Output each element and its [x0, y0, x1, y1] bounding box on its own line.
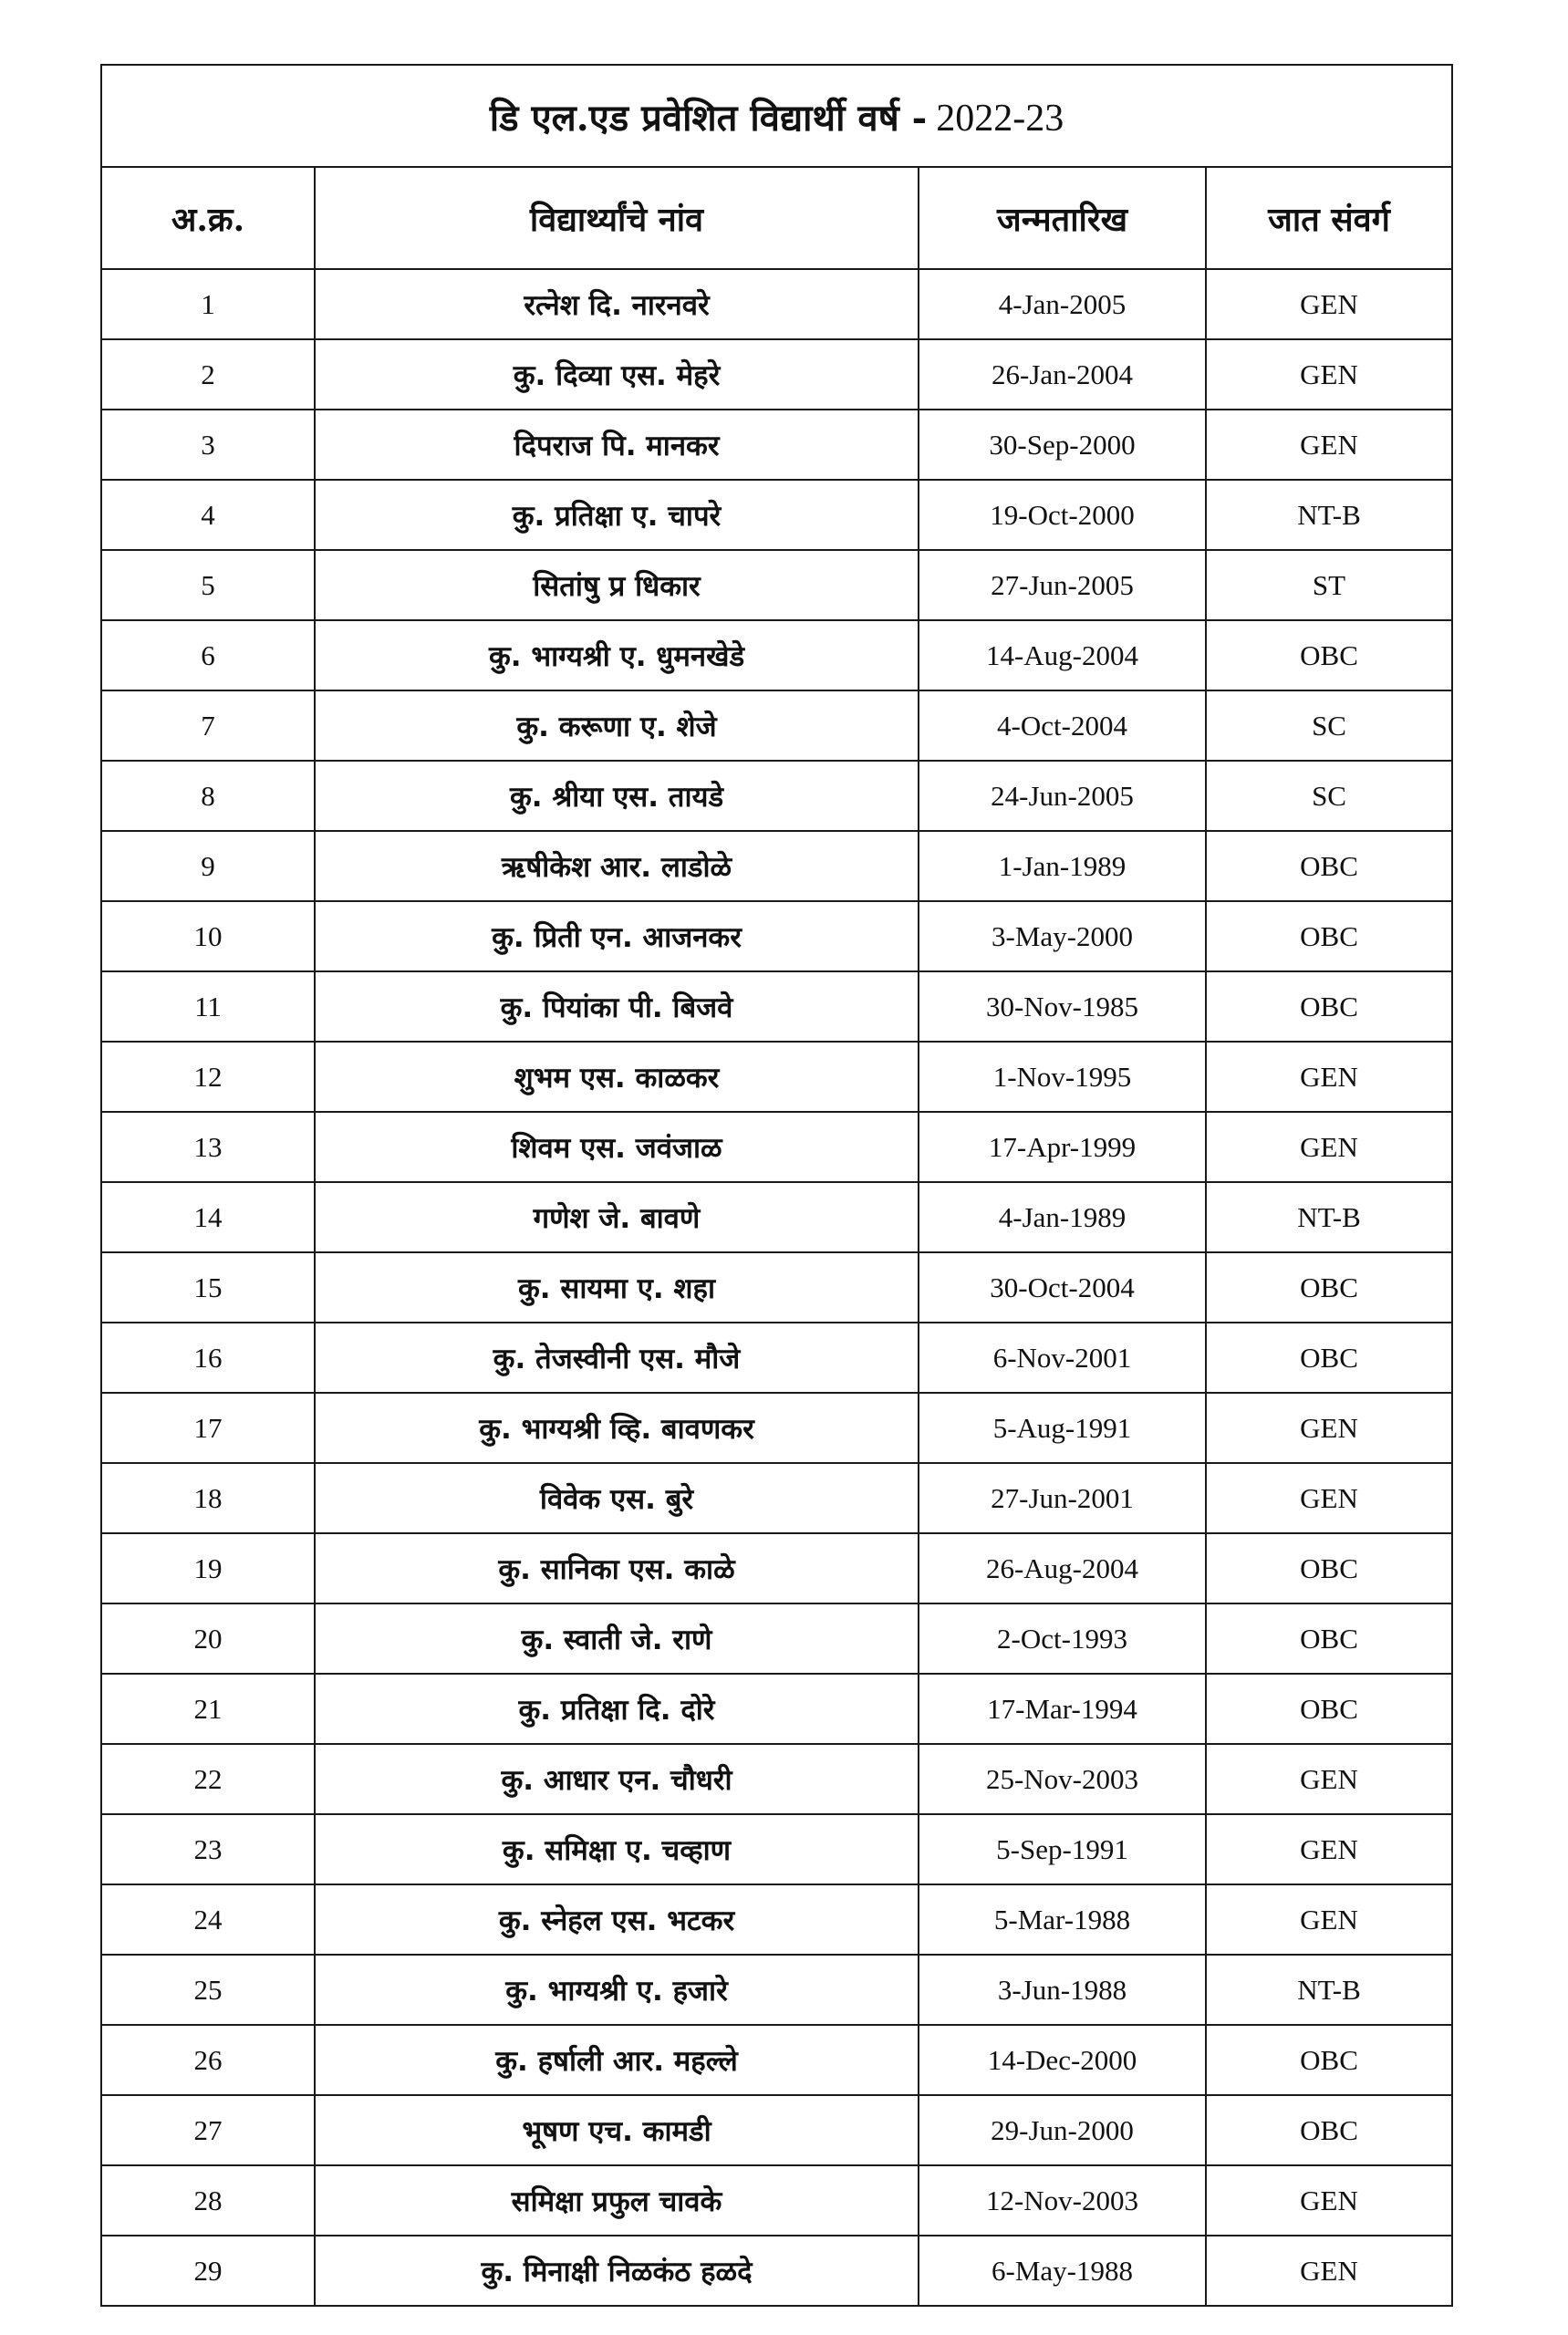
serial-cell: 17: [101, 1393, 315, 1463]
birth-date-cell: 3-May-2000: [919, 901, 1206, 971]
birth-date-cell: 6-Nov-2001: [919, 1323, 1206, 1393]
table-row: [101, 2236, 1452, 2306]
category-cell: GEN: [1206, 2165, 1452, 2236]
student-name-cell: कु. मिनाक्षी निळकंठ हळदे: [315, 2236, 919, 2306]
table-row: [101, 1955, 1452, 2025]
birth-date-cell: 6-May-1988: [919, 2236, 1206, 2306]
serial-cell: 8: [101, 761, 315, 831]
student-name-cell: कु. प्रिती एन. आजनकर: [315, 901, 919, 971]
birth-date-cell: 4-Jan-2005: [919, 269, 1206, 339]
birth-date-cell: 25-Nov-2003: [919, 1744, 1206, 1814]
category-cell: SC: [1206, 690, 1452, 761]
table-row: [101, 2025, 1452, 2095]
category-cell: GEN: [1206, 2236, 1452, 2306]
serial-cell: 28: [101, 2165, 315, 2236]
table-row: [101, 1252, 1452, 1323]
serial-cell: 3: [101, 410, 315, 480]
student-name-cell: कु. पियांका पी. बिजवे: [315, 971, 919, 1042]
category-cell: NT-B: [1206, 1182, 1452, 1252]
student-name-cell: शुभम एस. काळकर: [315, 1042, 919, 1112]
category-cell: GEN: [1206, 1463, 1452, 1533]
serial-cell: 6: [101, 620, 315, 690]
birth-date-cell: 12-Nov-2003: [919, 2165, 1206, 2236]
document-title: [101, 65, 1452, 167]
category-cell: OBC: [1206, 971, 1452, 1042]
birth-date-cell: 30-Oct-2004: [919, 1252, 1206, 1323]
serial-cell: 13: [101, 1112, 315, 1182]
table-row: [101, 1393, 1452, 1463]
birth-date-cell: 2-Oct-1993: [919, 1603, 1206, 1674]
category-cell: OBC: [1206, 1533, 1452, 1603]
category-cell: GEN: [1206, 1042, 1452, 1112]
serial-cell: 18: [101, 1463, 315, 1533]
student-name-cell: कु. स्वाती जे. राणे: [315, 1603, 919, 1674]
serial-cell: 14: [101, 1182, 315, 1252]
serial-cell: 7: [101, 690, 315, 761]
column-header-serial: अ.क्र.: [101, 167, 315, 269]
category-cell: NT-B: [1206, 1955, 1452, 2025]
student-name-cell: कु. हर्षाली आर. महल्ले: [315, 2025, 919, 2095]
birth-date-cell: 4-Jan-1989: [919, 1182, 1206, 1252]
birth-date-cell: 17-Apr-1999: [919, 1112, 1206, 1182]
column-header-birth-date: जन्मतारिख: [919, 167, 1206, 269]
student-name-cell: विवेक एस. बुरे: [315, 1463, 919, 1533]
table-row: [101, 971, 1452, 1042]
category-cell: OBC: [1206, 620, 1452, 690]
table-row: [101, 1884, 1452, 1955]
category-cell: OBC: [1206, 2025, 1452, 2095]
category-cell: GEN: [1206, 269, 1452, 339]
serial-cell: 1: [101, 269, 315, 339]
serial-cell: 11: [101, 971, 315, 1042]
category-cell: OBC: [1206, 2095, 1452, 2165]
student-name-cell: गणेश जे. बावणे: [315, 1182, 919, 1252]
table-row: [101, 761, 1452, 831]
category-cell: OBC: [1206, 831, 1452, 901]
category-cell: NT-B: [1206, 480, 1452, 550]
birth-date-cell: 1-Jan-1989: [919, 831, 1206, 901]
serial-cell: 10: [101, 901, 315, 971]
serial-cell: 21: [101, 1674, 315, 1744]
student-name-cell: दिपराज पि. मानकर: [315, 410, 919, 480]
table-row: [101, 831, 1452, 901]
serial-cell: 15: [101, 1252, 315, 1323]
serial-cell: 19: [101, 1533, 315, 1603]
serial-cell: 12: [101, 1042, 315, 1112]
table-row: [101, 1674, 1452, 1744]
category-cell: GEN: [1206, 1814, 1452, 1884]
student-name-cell: कु. समिक्षा ए. चव्हाण: [315, 1814, 919, 1884]
birth-date-cell: 19-Oct-2000: [919, 480, 1206, 550]
student-name-cell: शिवम एस. जवंजाळ: [315, 1112, 919, 1182]
table-row: [101, 1042, 1452, 1112]
student-name-cell: कु. भाग्यश्री ए. धुमनखेडे: [315, 620, 919, 690]
table-row: [101, 2165, 1452, 2236]
table-row: [101, 620, 1452, 690]
category-cell: ST: [1206, 550, 1452, 620]
birth-date-cell: 5-Aug-1991: [919, 1393, 1206, 1463]
category-cell: OBC: [1206, 1674, 1452, 1744]
birth-date-cell: 17-Mar-1994: [919, 1674, 1206, 1744]
table-row: [101, 480, 1452, 550]
serial-cell: 22: [101, 1744, 315, 1814]
category-cell: GEN: [1206, 1884, 1452, 1955]
birth-date-cell: 27-Jun-2001: [919, 1463, 1206, 1533]
serial-cell: 26: [101, 2025, 315, 2095]
student-name-cell: भूषण एच. कामडी: [315, 2095, 919, 2165]
document-page: [100, 64, 1451, 2307]
student-name-cell: समिक्षा प्रफुल चावके: [315, 2165, 919, 2236]
birth-date-cell: 14-Aug-2004: [919, 620, 1206, 690]
student-name-cell: रत्नेश दि. नारनवरे: [315, 269, 919, 339]
student-name-cell: कु. भाग्यश्री ए. हजारे: [315, 1955, 919, 2025]
table-row: [101, 269, 1452, 339]
table-row: [101, 1814, 1452, 1884]
table-row: [101, 1182, 1452, 1252]
title-year: 2022-23: [936, 97, 1064, 140]
serial-cell: 4: [101, 480, 315, 550]
table-row: [101, 339, 1452, 410]
student-name-cell: कु. सानिका एस. काळे: [315, 1533, 919, 1603]
student-name-cell: कु. आधार एन. चौधरी: [315, 1744, 919, 1814]
column-header-caste-category: जात संवर्ग: [1206, 167, 1452, 269]
serial-cell: 27: [101, 2095, 315, 2165]
student-name-cell: कु. तेजस्वीनी एस. मौजे: [315, 1323, 919, 1393]
table-row: [101, 901, 1452, 971]
table-row: [101, 410, 1452, 480]
category-cell: OBC: [1206, 1323, 1452, 1393]
student-name-cell: कु. दिव्या एस. मेहरे: [315, 339, 919, 410]
serial-cell: 2: [101, 339, 315, 410]
category-cell: GEN: [1206, 339, 1452, 410]
birth-date-cell: 5-Mar-1988: [919, 1884, 1206, 1955]
serial-cell: 23: [101, 1814, 315, 1884]
student-name-cell: कु. श्रीया एस. तायडे: [315, 761, 919, 831]
serial-cell: 29: [101, 2236, 315, 2306]
table-row: [101, 1463, 1452, 1533]
birth-date-cell: 29-Jun-2000: [919, 2095, 1206, 2165]
category-cell: GEN: [1206, 410, 1452, 480]
table-row: [101, 1744, 1452, 1814]
title-text: डि एल.एड प्रवेशित विद्यार्थी वर्ष -: [489, 96, 928, 140]
birth-date-cell: 5-Sep-1991: [919, 1814, 1206, 1884]
birth-date-cell: 3-Jun-1988: [919, 1955, 1206, 2025]
table-row: [101, 550, 1452, 620]
serial-cell: 20: [101, 1603, 315, 1674]
serial-cell: 24: [101, 1884, 315, 1955]
table-row: [101, 690, 1452, 761]
column-header-student-name: विद्यार्थ्यांचे नांव: [315, 167, 919, 269]
category-cell: OBC: [1206, 1603, 1452, 1674]
student-name-cell: सितांषु प्र धिकार: [315, 550, 919, 620]
category-cell: GEN: [1206, 1393, 1452, 1463]
table-row: [101, 2095, 1452, 2165]
student-name-cell: ऋषीकेश आर. लाडोळे: [315, 831, 919, 901]
category-cell: SC: [1206, 761, 1452, 831]
serial-cell: 16: [101, 1323, 315, 1393]
table-row: [101, 1112, 1452, 1182]
serial-cell: 9: [101, 831, 315, 901]
table-row: [101, 1323, 1452, 1393]
birth-date-cell: 26-Aug-2004: [919, 1533, 1206, 1603]
category-cell: OBC: [1206, 1252, 1452, 1323]
student-name-cell: कु. स्नेहल एस. भटकर: [315, 1884, 919, 1955]
student-name-cell: कु. प्रतिक्षा दि. दोरे: [315, 1674, 919, 1744]
table-row: [101, 1533, 1452, 1603]
roster-body: [101, 269, 1452, 2306]
category-cell: GEN: [1206, 1744, 1452, 1814]
table-row: [101, 1603, 1452, 1674]
birth-date-cell: 27-Jun-2005: [919, 550, 1206, 620]
student-name-cell: कु. सायमा ए. शहा: [315, 1252, 919, 1323]
category-cell: GEN: [1206, 1112, 1452, 1182]
serial-cell: 5: [101, 550, 315, 620]
title-row: [101, 65, 1452, 167]
student-name-cell: कु. प्रतिक्षा ए. चापरे: [315, 480, 919, 550]
birth-date-cell: 26-Jan-2004: [919, 339, 1206, 410]
birth-date-cell: 1-Nov-1995: [919, 1042, 1206, 1112]
student-name-cell: कु. करूणा ए. शेजे: [315, 690, 919, 761]
birth-date-cell: 4-Oct-2004: [919, 690, 1206, 761]
birth-date-cell: 24-Jun-2005: [919, 761, 1206, 831]
birth-date-cell: 30-Nov-1985: [919, 971, 1206, 1042]
student-name-cell: कु. भाग्यश्री व्हि. बावणकर: [315, 1393, 919, 1463]
birth-date-cell: 14-Dec-2000: [919, 2025, 1206, 2095]
birth-date-cell: 30-Sep-2000: [919, 410, 1206, 480]
student-roster-table: [100, 64, 1453, 2307]
serial-cell: 25: [101, 1955, 315, 2025]
header-row: [101, 167, 1452, 269]
category-cell: OBC: [1206, 901, 1452, 971]
